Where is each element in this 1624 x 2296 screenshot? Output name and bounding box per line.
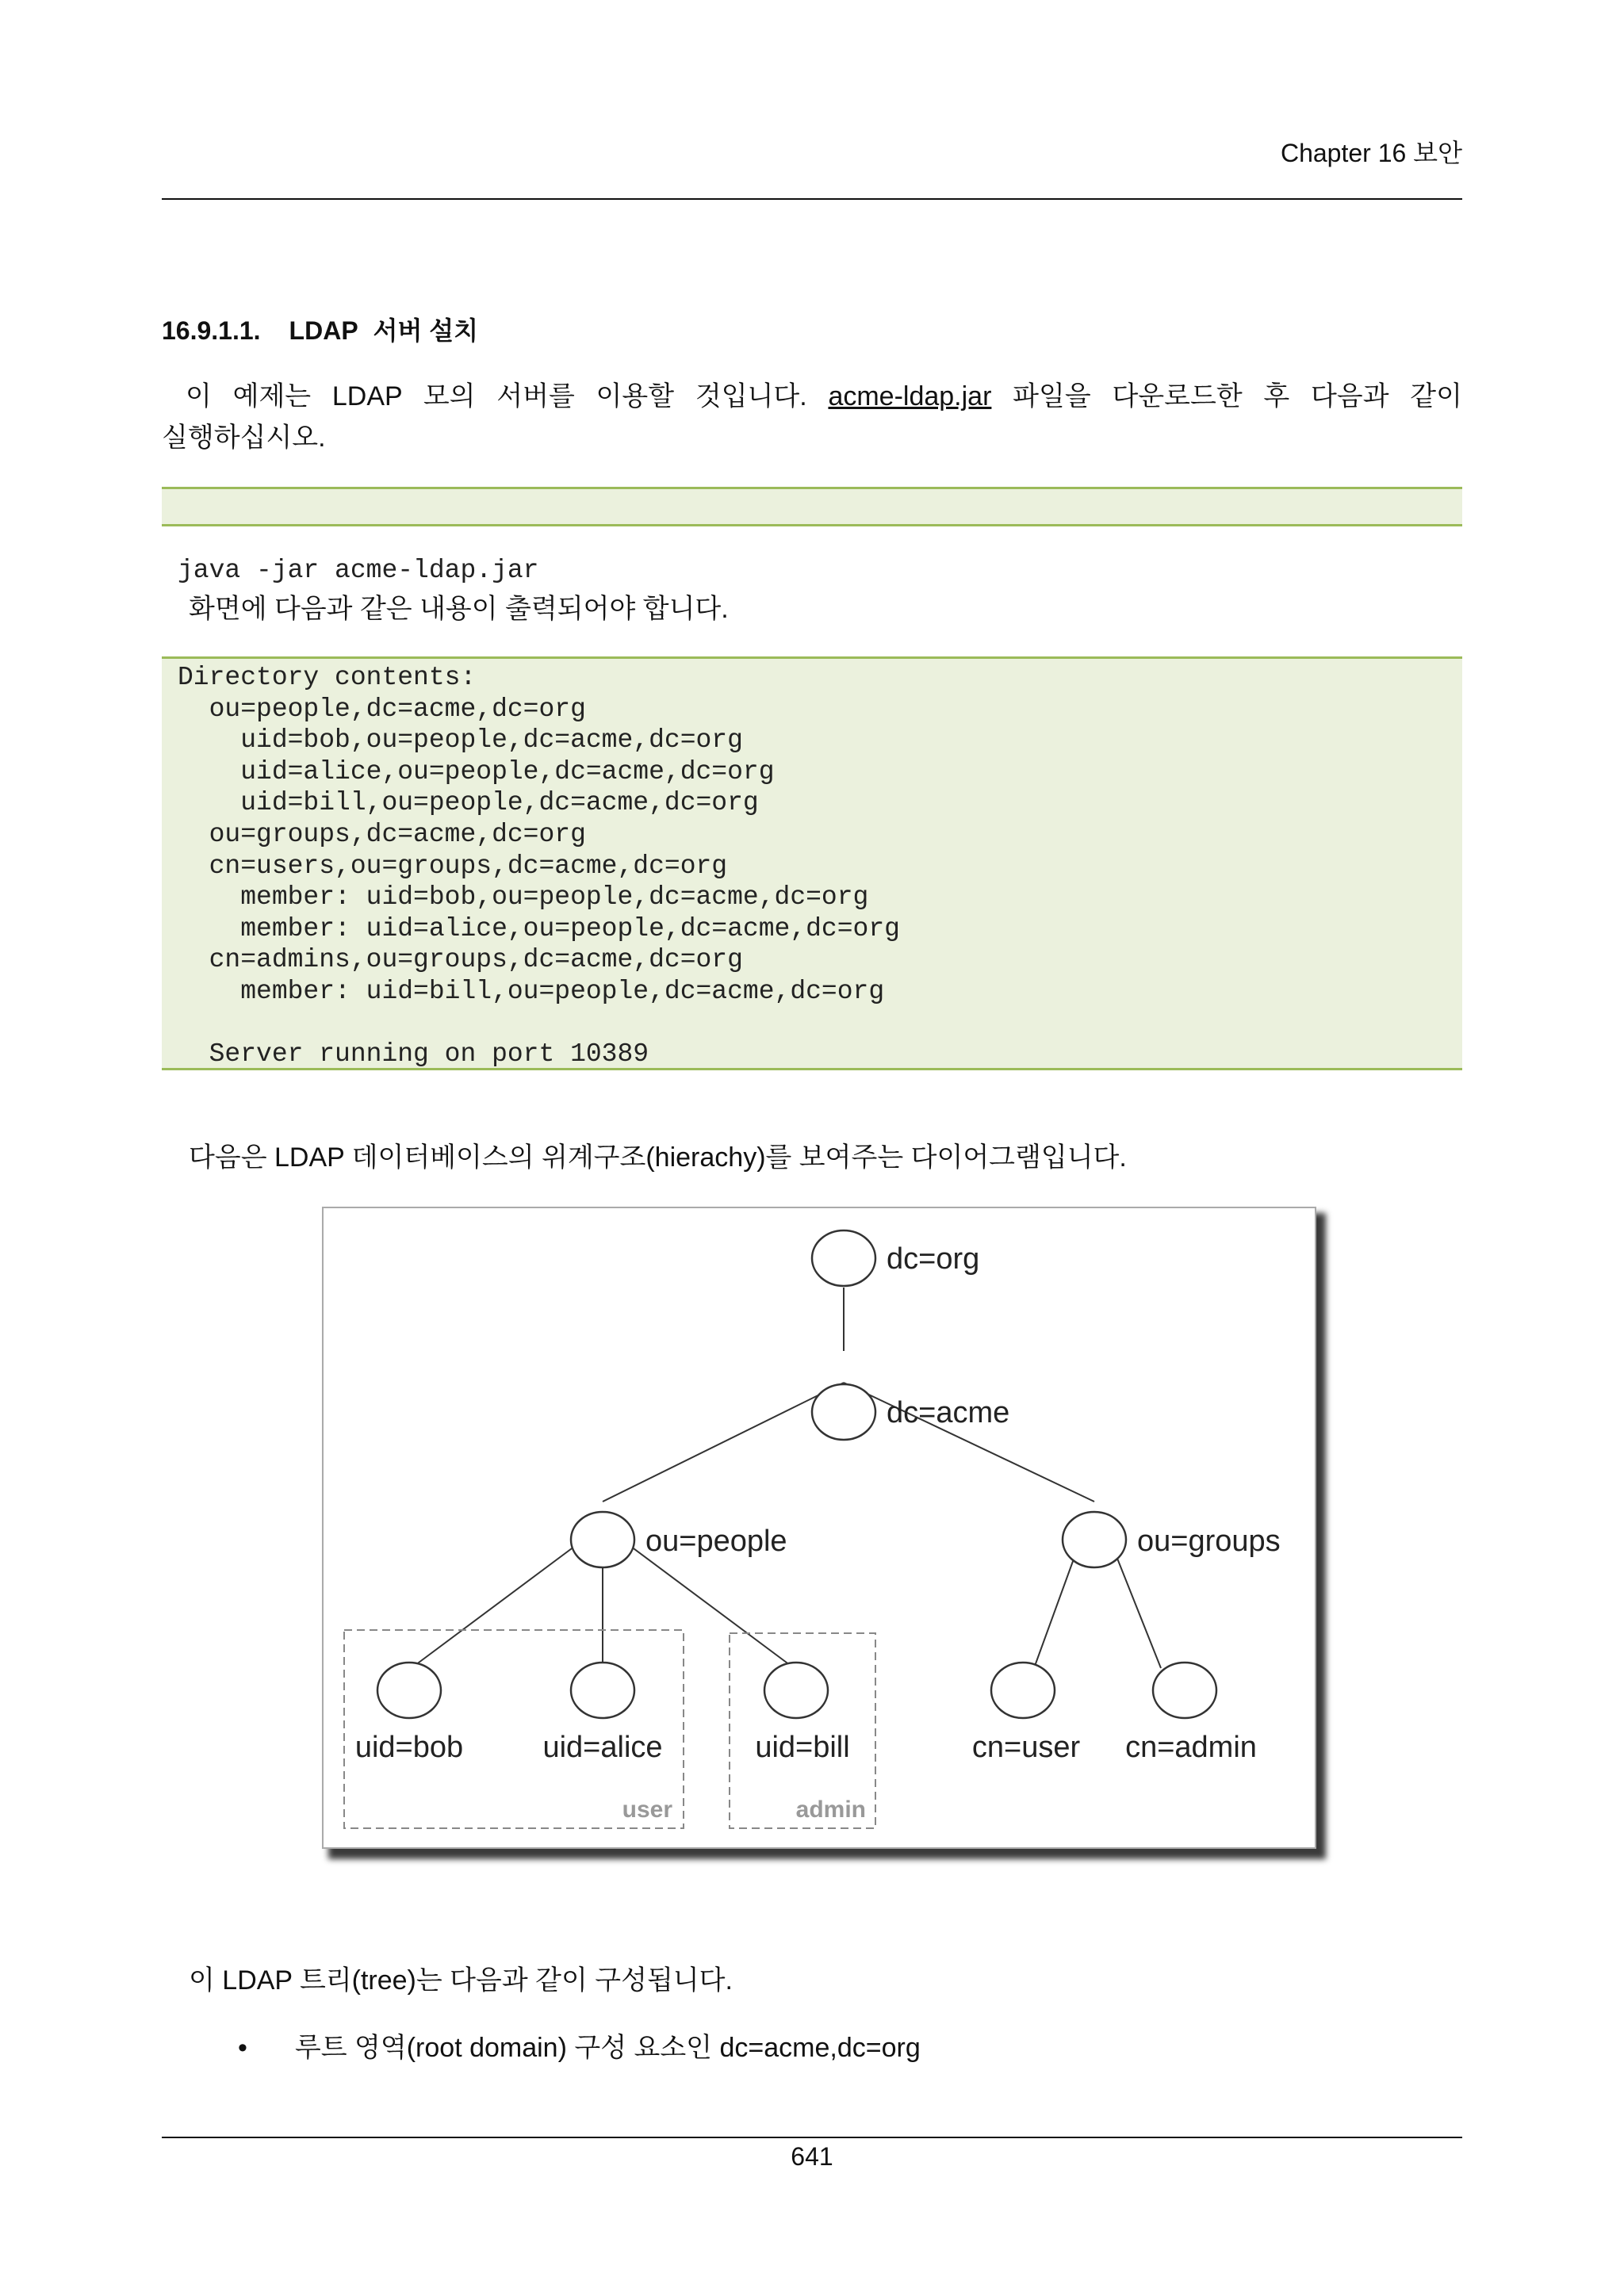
node-ou-groups — [1063, 1512, 1126, 1567]
node-uid-alice — [571, 1663, 634, 1718]
label-cn-admin: cn=admin — [1125, 1731, 1257, 1764]
footer-rule — [162, 2137, 1462, 2138]
node-cn-user — [991, 1663, 1055, 1718]
output-line: member: uid=bob,ou=people,dc=acme,dc=org — [178, 882, 869, 913]
section-heading — [162, 311, 478, 347]
page-number: 641 — [791, 2142, 833, 2171]
section-number: 16.9.1.1. — [162, 316, 261, 345]
label-ou-people: ou=people — [645, 1525, 787, 1558]
output-code-block — [162, 656, 1462, 1070]
label-dc-acme: dc=acme — [887, 1396, 1010, 1429]
bullet-text: 루트 영역(root domain) 구성 요소인 dc=acme,dc=org — [294, 2033, 921, 2063]
output-line: Server running on port 10389 — [178, 1039, 649, 1070]
node-dc-org — [812, 1230, 875, 1286]
group-label-admin: admin — [795, 1797, 866, 1823]
intro-text-b: 파일을 다운로드한 후 다음과 같이 — [991, 381, 1462, 411]
intro-line-2: 실행하십시오. — [162, 423, 326, 453]
intro-paragraph — [162, 376, 1462, 458]
node-ou-people — [571, 1512, 634, 1567]
output-line: Directory contents: — [178, 663, 477, 692]
label-uid-bob: uid=bob — [354, 1731, 464, 1764]
output-line: uid=bill,ou=people,dc=acme,dc=org — [178, 788, 759, 818]
label-uid-bill: uid=bill — [755, 1731, 850, 1764]
group-label-user: user — [622, 1797, 672, 1823]
header-rule — [162, 198, 1462, 200]
output-intro: 화면에 다음과 같은 내용이 출력되어야 합니다. — [189, 594, 729, 624]
label-dc-org: dc=org — [887, 1242, 980, 1276]
label-uid-alice: uid=alice — [542, 1731, 663, 1764]
label-ou-groups: ou=groups — [1137, 1525, 1281, 1558]
output-line: cn=admins,ou=groups,dc=acme,dc=org — [178, 945, 743, 975]
bullet-list-item — [238, 2026, 921, 2064]
output-line: member: uid=alice,ou=people,dc=acme,dc=org — [178, 913, 900, 943]
tree-intro: 이 LDAP 트리(tree)는 다음과 같이 구성됩니다. — [189, 1965, 733, 1996]
output-line: ou=people,dc=acme,dc=org — [178, 694, 586, 724]
output-line: ou=groups,dc=acme,dc=org — [178, 819, 586, 849]
node-cn-admin — [1153, 1663, 1216, 1718]
chapter-header: Chapter 16 보안 — [1280, 139, 1462, 167]
edge-acme-people — [603, 1383, 844, 1502]
output-line: uid=alice,ou=people,dc=acme,dc=org — [178, 756, 775, 786]
intro-text-a: 이 예제는 LDAP 모의 서버를 이용할 것입니다. — [186, 381, 807, 411]
diagram-intro: 다음은 LDAP 데이터베이스의 위계구조(hierachy)를 보여주는 다이어그램입니다. — [189, 1142, 1127, 1173]
label-cn-user: cn=user — [971, 1731, 1081, 1764]
section-label: LDAP — [289, 316, 358, 345]
download-link[interactable]: acme-ldap.jar — [828, 381, 992, 411]
ldap-tree-figure — [322, 1207, 1316, 1849]
command-code-block — [162, 487, 1462, 586]
output-line — [178, 1008, 1462, 1039]
output-line: member: uid=bill,ou=people,dc=acme,dc=org — [178, 976, 885, 1006]
intro-line-1 — [162, 376, 1462, 417]
bullet-icon: • — [238, 2033, 247, 2063]
node-uid-bill — [764, 1663, 828, 1718]
output-line: cn=users,ou=groups,dc=acme,dc=org — [178, 851, 728, 881]
node-dc-acme — [812, 1384, 875, 1440]
section-title: 서버 설치 — [373, 316, 479, 345]
output-line: uid=bob,ou=people,dc=acme,dc=org — [178, 725, 743, 756]
command-text: java -jar acme-ldap.jar — [178, 556, 539, 586]
node-uid-bob — [377, 1663, 441, 1718]
